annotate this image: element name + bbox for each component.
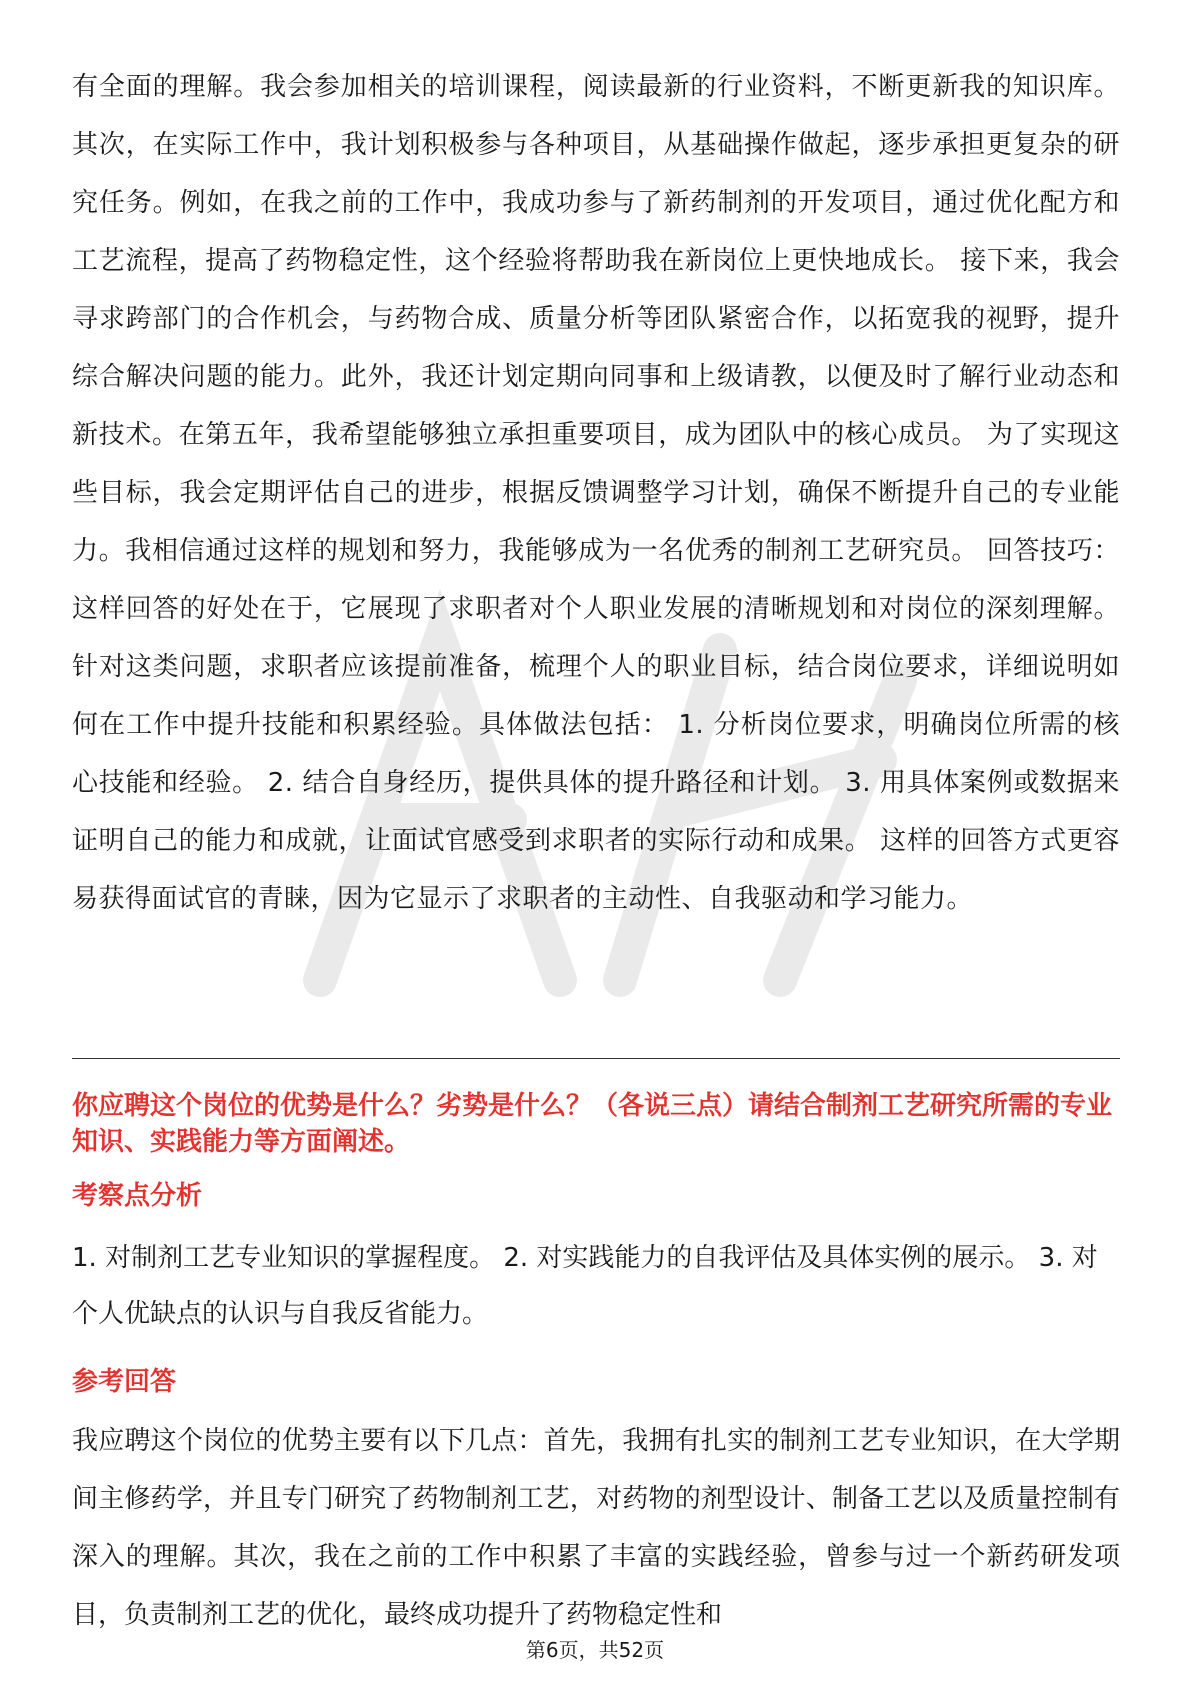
- intro-paragraph: 有全面的理解。我会参加相关的培训课程，阅读最新的行业资料，不断更新我的知识库。其次，在实际工作中，我计划积极参与各种项目，从基础操作做起，逐步承担更复杂的研究任务。例如，在我之前的工作中，我成功参与了新药制剂的开发项目，通过优化配方和工艺流程，提高了药物稳定性，这个经验将帮助我在新岗位上更快地成长。 接下来，我会寻求跨部门的合作机会，与药物合成、质量分析等团队紧密合作，以拓宽我的视野，提升综合解决问题的能力。此外，我还计划定期向同事和上级请教，以便及时了解行业动态和新技术。在第五年，我希望能够独立承担重要项目，成为团队中的核心成员。 为了实现这些目标，我会定期评估自己的进步，根据反馈调整学习计划，确保不断提升自己的专业能力。我相信通过这样的规划和努力，我能够成为一名优秀的制剂工艺研究员。 回答技巧： 这样回答的好处在于，它展现了求职者对个人职业发展的清晰规划和对岗位的深刻理解。针对这类问题，求职者应该提前准备，梳理个人的职业目标，结合岗位要求，详细说明如何在工作中提升技能和积累经验。具体做法包括： 1. 分析岗位要求，明确岗位所需的核心技能和经验。 2. 结合自身经历，提供具体的提升路径和计划。 3. 用具体案例或数据来证明自己的能力和成就，让面试官感受到求职者的实际行动和成果。 这样的回答方式更容易获得面试官的青睐，因为它显示了求职者的主动性、自我驱动和学习能力。: [72, 72, 1120, 914]
- page-number-footer: 第6页，共52页: [525, 1638, 665, 1662]
- interview-question: 你应聘这个岗位的优势是什么？劣势是什么？（各说三点）请结合制剂工艺研究所需的专业知识、实践能力等方面阐述。: [72, 1091, 1113, 1157]
- analysis-heading: 考察点分析: [72, 1181, 203, 1211]
- analysis-text: 1. 对制剂工艺专业知识的掌握程度。 2. 对实践能力的自我评估及具体实例的展示。 3. 对个人优缺点的认识与自我反省能力。: [72, 1243, 1098, 1329]
- section-divider: [72, 1058, 1120, 1059]
- answer-text: 我应聘这个岗位的优势主要有以下几点：首先，我拥有扎实的制剂工艺专业知识，在大学期间主修药学，并且专门研究了药物制剂工艺，对药物的剂型设计、制备工艺以及质量控制有深入的理解。其次，我在之前的工作中积累了丰富的实践经验，曾参与过一个新药研发项目，负责制剂工艺的优化，最终成功提升了药物稳定性和: [72, 1426, 1120, 1630]
- answer-heading: 参考回答: [72, 1367, 177, 1397]
- document-body: [72, 58, 1120, 928]
